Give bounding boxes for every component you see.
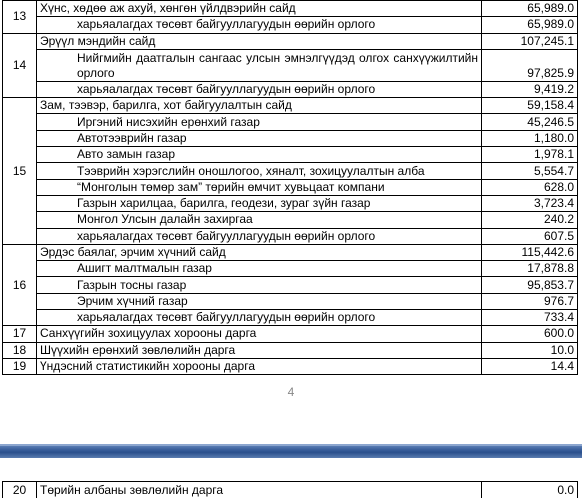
row-description: Эрүүл мэндийн сайд xyxy=(37,33,482,49)
row-description: Төрийн албаны зөвлөлийн дарга xyxy=(37,482,482,498)
budget-table xyxy=(2,0,578,375)
table-row xyxy=(3,33,578,49)
row-number: 20 xyxy=(3,482,37,498)
row-number: 17 xyxy=(3,326,37,342)
row-value: 976.7 xyxy=(482,293,578,309)
table-row xyxy=(3,293,578,309)
table-row xyxy=(3,17,578,33)
continuation-table xyxy=(2,481,578,498)
table-row xyxy=(3,482,578,498)
table-row xyxy=(3,179,578,195)
row-value: 65,989.0 xyxy=(482,17,578,33)
row-number: 19 xyxy=(3,358,37,374)
row-number: 14 xyxy=(3,33,37,98)
table-row xyxy=(3,277,578,293)
row-description: Үндэсний статистикийн хорооны дарга xyxy=(37,358,482,374)
row-number: 15 xyxy=(3,98,37,245)
table-row xyxy=(3,163,578,179)
row-number: 18 xyxy=(3,342,37,358)
row-description: Санхүүгийн зохицуулах хорооны дарга xyxy=(37,326,482,342)
row-value: 1,180.0 xyxy=(482,130,578,146)
table-row xyxy=(3,130,578,146)
row-number: 16 xyxy=(3,244,37,325)
row-value: 17,878.8 xyxy=(482,261,578,277)
row-value: 10.0 xyxy=(482,342,578,358)
row-value: 107,245.1 xyxy=(482,33,578,49)
row-description: харьяалагдах төсөвт байгууллагуудын өөрийн орлого xyxy=(37,17,482,33)
table-row xyxy=(3,81,578,97)
row-description: Газрын тосны газар xyxy=(37,277,482,293)
table-row xyxy=(3,261,578,277)
row-description: Ашигт малтмалын газар xyxy=(37,261,482,277)
page-break-divider xyxy=(0,444,582,458)
row-value: 97,825.9 xyxy=(482,49,578,81)
row-description: Шүүхийн ерөнхий зөвлөлийн дарга xyxy=(37,342,482,358)
table-row xyxy=(3,212,578,228)
row-description: Эрчим хүчний газар xyxy=(37,293,482,309)
row-description: “Монголын төмөр зам” төрийн өмчит хувьцаат компани xyxy=(37,179,482,195)
row-value: 0.0 xyxy=(482,482,578,498)
row-value: 733.4 xyxy=(482,310,578,326)
row-description: Зам, тээвэр, барилга, хот байгуулалтын сайд xyxy=(37,98,482,114)
table-row xyxy=(3,114,578,130)
row-value: 9,419.2 xyxy=(482,81,578,97)
row-value: 45,246.5 xyxy=(482,114,578,130)
row-value: 95,853.7 xyxy=(482,277,578,293)
row-description: Монгол Улсын далайн захиргаа xyxy=(37,212,482,228)
table-row xyxy=(3,244,578,260)
row-description: Иргэний нисэхийн ерөнхий газар xyxy=(37,114,482,130)
table-row xyxy=(3,147,578,163)
table-row xyxy=(3,228,578,244)
row-description: Авто замын газар xyxy=(37,147,482,163)
table-row xyxy=(3,342,578,358)
row-value: 628.0 xyxy=(482,179,578,195)
row-description: Нийгмийн даатгалын сангаас улсын эмнэлгүүдэд олгох санхүүжилтийн орлого xyxy=(37,49,482,81)
table-row xyxy=(3,1,578,17)
table-row xyxy=(3,326,578,342)
table-row xyxy=(3,358,578,374)
row-description: харьяалагдах төсөвт байгууллагуудын өөрийн орлого xyxy=(37,310,482,326)
row-description: Эрдэс баялаг, эрчим хүчний сайд xyxy=(37,244,482,260)
row-value: 115,442.6 xyxy=(482,244,578,260)
row-value: 3,723.4 xyxy=(482,195,578,211)
row-description: Газрын харилцаа, барилга, геодези, зураг зүйн газар xyxy=(37,195,482,211)
row-value: 65,989.0 xyxy=(482,1,578,17)
table-row xyxy=(3,310,578,326)
row-value: 59,158.4 xyxy=(482,98,578,114)
row-description: Хүнс, хөдөө аж ахуй, хөнгөн үйлдвэрийн сайд xyxy=(37,1,482,17)
row-description: Тээврийн хэрэгслийн оношлогоо, хяналт, зохицуулалтын алба xyxy=(37,163,482,179)
table-row xyxy=(3,98,578,114)
row-value: 607.5 xyxy=(482,228,578,244)
row-value: 14.4 xyxy=(482,358,578,374)
row-description: харьяалагдах төсөвт байгууллагуудын өөрийн орлого xyxy=(37,228,482,244)
row-value: 240.2 xyxy=(482,212,578,228)
table-row xyxy=(3,195,578,211)
row-value: 600.0 xyxy=(482,326,578,342)
row-description: харьяалагдах төсөвт байгууллагуудын өөрийн орлого xyxy=(37,81,482,97)
row-number: 13 xyxy=(3,1,37,34)
row-value: 5,554.7 xyxy=(482,163,578,179)
table-row xyxy=(3,49,578,81)
row-description: Автотээврийн газар xyxy=(37,130,482,146)
page-number: 4 xyxy=(287,385,295,399)
row-value: 1,978.1 xyxy=(482,147,578,163)
